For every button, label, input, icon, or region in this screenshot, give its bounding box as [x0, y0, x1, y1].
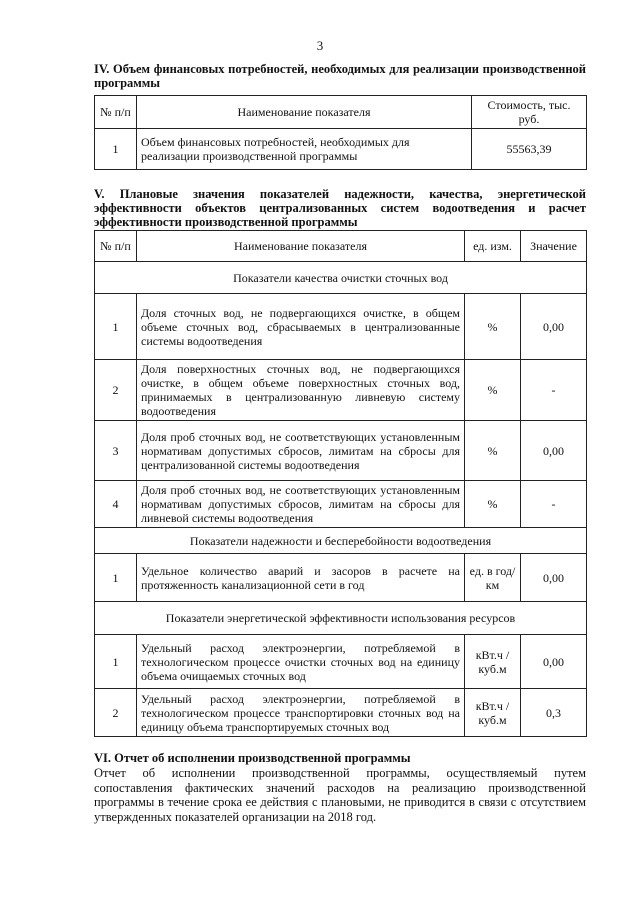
row-num: 2: [95, 689, 137, 737]
row-value: 0,00: [521, 294, 587, 360]
col-header-num: № п/п: [95, 231, 137, 262]
table-row: [95, 360, 587, 421]
table-row: [95, 554, 587, 602]
row-num: 1: [95, 635, 137, 689]
group-row-reliability: [95, 528, 587, 554]
section-6-heading: VI. Отчет об исполнении производственной программы: [94, 751, 411, 765]
indicators-table: [94, 230, 587, 737]
col-header-value: Значение: [521, 231, 587, 262]
table-header-row: [95, 96, 587, 129]
row-value: 55563,39: [472, 129, 587, 170]
col-header-num: № п/п: [95, 96, 137, 129]
table-row: [95, 481, 587, 528]
row-unit: %: [465, 481, 521, 528]
row-num: 1: [95, 554, 137, 602]
group-row-quality: [95, 262, 587, 294]
row-value: 0,00: [521, 635, 587, 689]
section-5-heading: V. Плановые значения показателей надежности, качества, энергетической эффективности объектов централизованных систем водоотведения и расчет эффективности производственной программы: [94, 187, 586, 229]
row-name: Доля поверхностных сточных вод, не подвергающихся очистке, в общем объеме поверхностных сточных вод, принимаемых в централизованную ливневую систему водоотведения: [137, 360, 465, 421]
row-unit: %: [465, 294, 521, 360]
row-name: Доля сточных вод, не подвергающихся очистке, в общем объеме сточных вод, сбрасываемых в централизованные системы водоотведения: [137, 294, 465, 360]
table-row: [95, 635, 587, 689]
row-unit: %: [465, 421, 521, 481]
row-value: 0,00: [521, 554, 587, 602]
table-row: [95, 129, 587, 170]
row-name: Объем финансовых потребностей, необходимых для реализации производственной программы: [137, 129, 472, 170]
section-4-heading: IV. Объем финансовых потребностей, необходимых для реализации производственной программы: [94, 62, 586, 90]
table-row: [95, 294, 587, 360]
col-header-name: Наименование показателя: [137, 96, 472, 129]
table-header-row: [95, 231, 587, 262]
row-value: -: [521, 360, 587, 421]
group-title-reliability: Показатели надежности и бесперебойности водоотведения: [95, 528, 587, 554]
row-unit: кВт.ч / куб.м: [465, 689, 521, 737]
row-num: 1: [95, 129, 137, 170]
row-unit: %: [465, 360, 521, 421]
row-name: Удельный расход электроэнергии, потребляемой в технологическом процессе транспортировки сточных вод на единицу объема транспортируемых сточных вод: [137, 689, 465, 737]
row-name: Удельный расход электроэнергии, потребляемой в технологическом процессе очистки сточных вод на единицу объема очищаемых сточных вод: [137, 635, 465, 689]
row-value: 0,00: [521, 421, 587, 481]
row-num: 4: [95, 481, 137, 528]
table-row: [95, 689, 587, 737]
row-name: Удельное количество аварий и засоров в расчете на протяженность канализационной сети в год: [137, 554, 465, 602]
col-header-unit: ед. изм.: [465, 231, 521, 262]
row-num: 3: [95, 421, 137, 481]
row-value: -: [521, 481, 587, 528]
row-unit: кВт.ч / куб.м: [465, 635, 521, 689]
col-header-name: Наименование показателя: [137, 231, 465, 262]
row-unit: ед. в год/ км: [465, 554, 521, 602]
section-6-text: Отчет об исполнении производственной программы, осуществляемый путем сопоставления фактических значений расходов на реализацию производственной программы в течение срока ее действия с плановыми, не приводится в связи с отсутствием утвержденных показателей организации на 2018 год.: [94, 766, 586, 824]
col-header-cost: Стоимость, тыс. руб.: [472, 96, 587, 129]
group-title-quality: Показатели качества очистки сточных вод: [95, 262, 587, 294]
table-row: [95, 421, 587, 481]
group-title-energy: Показатели энергетической эффективности использования ресурсов: [95, 602, 587, 635]
financial-needs-table: [94, 95, 587, 170]
row-name: Доля проб сточных вод, не соответствующих установленным нормативам допустимых сбросов, лимитам на сбросы для централизованной системы водоотведения: [137, 421, 465, 481]
row-name: Доля проб сточных вод, не соответствующих установленным нормативам допустимых сбросов, лимитам на сбросы для ливневой системы водоотведения: [137, 481, 465, 528]
page-number: 3: [316, 38, 324, 53]
row-value: 0,3: [521, 689, 587, 737]
group-row-energy: [95, 602, 587, 635]
row-num: 2: [95, 360, 137, 421]
row-num: 1: [95, 294, 137, 360]
